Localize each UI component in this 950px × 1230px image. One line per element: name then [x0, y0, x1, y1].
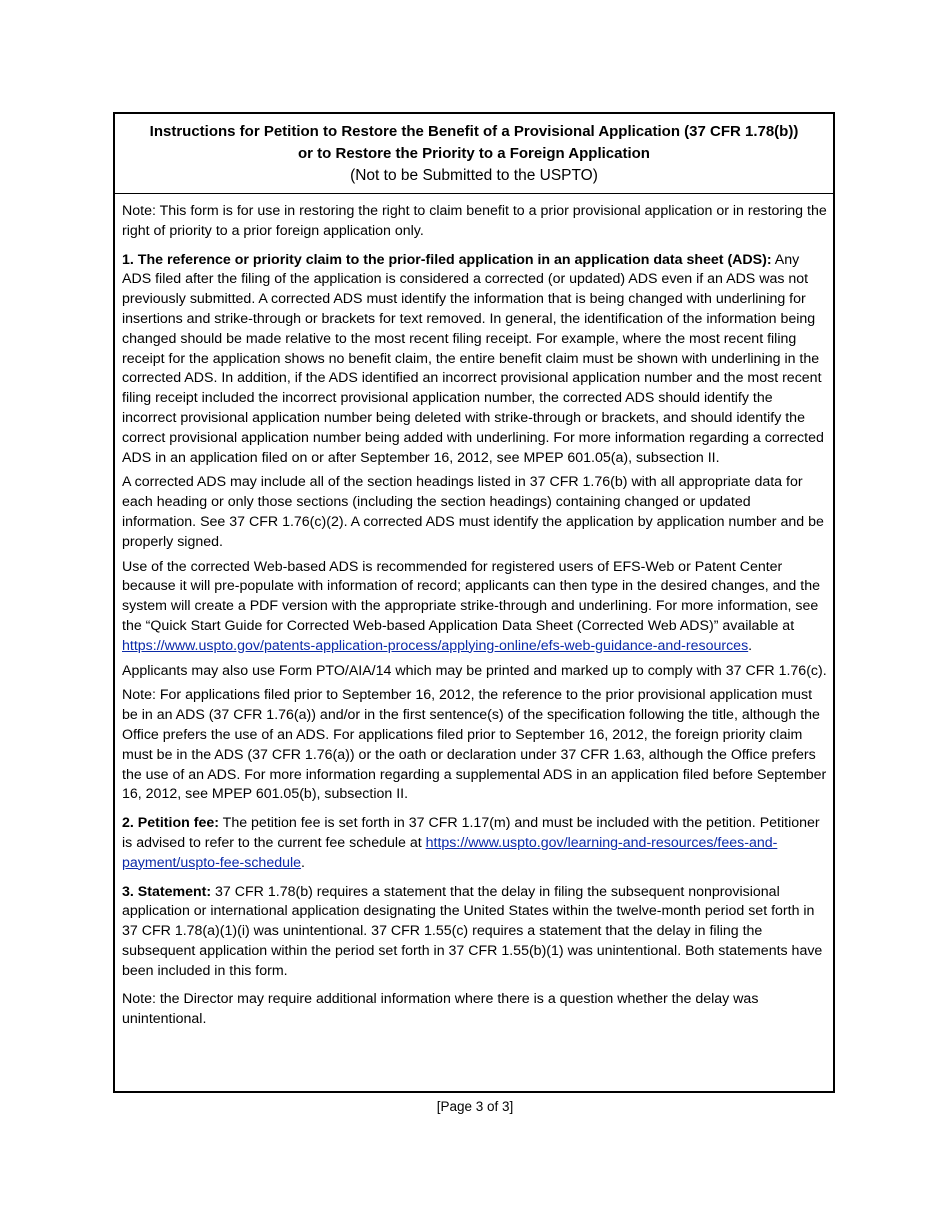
section-1-paragraph [122, 251, 827, 469]
note-prior-2012: Note: For applications filed prior to September 16, 2012, the reference to the prior provisional application must be in an ADS (37 CFR 1.76(a)) and/or in the first sentence(s) of the specification following the title, although the Office prefers the use of an ADS. For applications filed prior to September 16, 2012, the foreign priority claim must be in the ADS (37 CFR 1.76(a)) or the oath or declaration under 37 CFR 1.63, although the Office prefers the use of an ADS. For more information regarding a supplemental ADS in an application filed before September 16, 2012, see MPEP 601.05(b), subsection II. [122, 687, 827, 803]
form-title-line2: or to Restore the Priority to a Foreign Application [298, 145, 650, 162]
web-ads-end: . [748, 637, 753, 654]
section-2-paragraph [122, 814, 827, 873]
section-1-heading: 1. The reference or priority claim to the prior-filed application in an application data sheet (ADS): [122, 251, 772, 268]
page-number: [Page 3 of 3] [436, 1099, 514, 1114]
efs-web-guidance-link[interactable]: https://www.uspto.gov/patents-application-process/applying-online/efs-web-guidance-and-resources [122, 637, 749, 654]
section-3-heading: 3. Statement: [122, 883, 212, 900]
web-ads-paragraph [122, 558, 827, 657]
section-2-end: . [301, 854, 305, 871]
section-3-text: 37 CFR 1.78(b) requires a statement that the delay in filing the subsequent nonprovisional application or international application designating the United States within the twelve-month period set forth in 37 CFR 1.78(a)(1)(i) was unintentional. 37 CFR 1.55(c) requires a statement that the delay in filing the subsequent application within the period set forth in 37 CFR 1.55(b)(1) was unintentional. Both statements have been included in this form. [122, 883, 823, 979]
section-3-paragraph [122, 883, 827, 982]
instructions-box [113, 112, 835, 1093]
corrected-ads-paragraph: A corrected ADS may include all of the section headings listed in 37 CFR 1.76(b) with all appropriate data for each heading or only those sections (including the section headings) containing changed or updated information. See 37 CFR 1.76(c)(2). A corrected ADS must identify the application by application number and be properly signed. [122, 474, 824, 550]
form-14-paragraph: Applicants may also use Form PTO/AIA/14 which may be printed and marked up to comply with 37 CFR 1.76(c). [122, 662, 827, 679]
instructions-body [115, 194, 833, 1030]
fee-schedule-link[interactable]: https://www.uspto.gov/learning-and-resources/fees-and-payment/uspto-fee-schedule [122, 834, 778, 871]
note-director: Note: the Director may require additional information where there is a question whether the delay was unintentional. [122, 991, 759, 1028]
form-header [115, 114, 833, 194]
web-ads-text: Use of the corrected Web-based ADS is recommended for registered users of EFS-Web or Patent Center because it will pre-populate with information of record; applicants can then type in the desired changes, and the system will create a PDF version with the appropriate strike-through and underlining. For more information, see the “Quick Start Guide for Corrected Web-based Application Data Sheet (Corrected Web ADS)” available at [122, 558, 820, 634]
section-2-text: The petition fee is set forth in 37 CFR 1.17(m) and must be included with the petition. Petitioner is advised to refer to the current fee schedule at [122, 815, 820, 851]
note-intro: Note: This form is for use in restoring the right to claim benefit to a prior provisional application or in restoring the right of priority to a prior foreign application only. [122, 203, 827, 239]
section-2-heading: 2. Petition fee: [122, 815, 219, 832]
form-subtitle: (Not to be Submitted to the USPTO) [350, 167, 598, 184]
section-1-text: Any ADS filed after the filing of the application is considered a corrected (or updated) ADS even if an ADS was not previously submitted. A corrected ADS must identify the information that is being changed with underlining for insertions and strike-through or brackets for text removed. In general, the identification of the information being changed should be made relative to the most recent filing receipt. For example, where the most recent filing receipt for the application shows no benefit claim, the entire benefit claim must be shown with underlining in the corrected ADS. In addition, if the ADS identified an incorrect provisional application number and the most recent filing receipt included the incorrect provisional application number, the corrected ADS should identify the incorrect provisional application number being deleted with strike-through or brackets, and should identify the correct provisional application number being added with underlining. For more information regarding a corrected ADS in an application filed on or after September 16, 2012, see MPEP 601.05(a), subsection II. [122, 251, 824, 466]
form-title-line1: Instructions for Petition to Restore the Benefit of a Provisional Application (37 CFR 1.78(b)) [149, 123, 799, 140]
